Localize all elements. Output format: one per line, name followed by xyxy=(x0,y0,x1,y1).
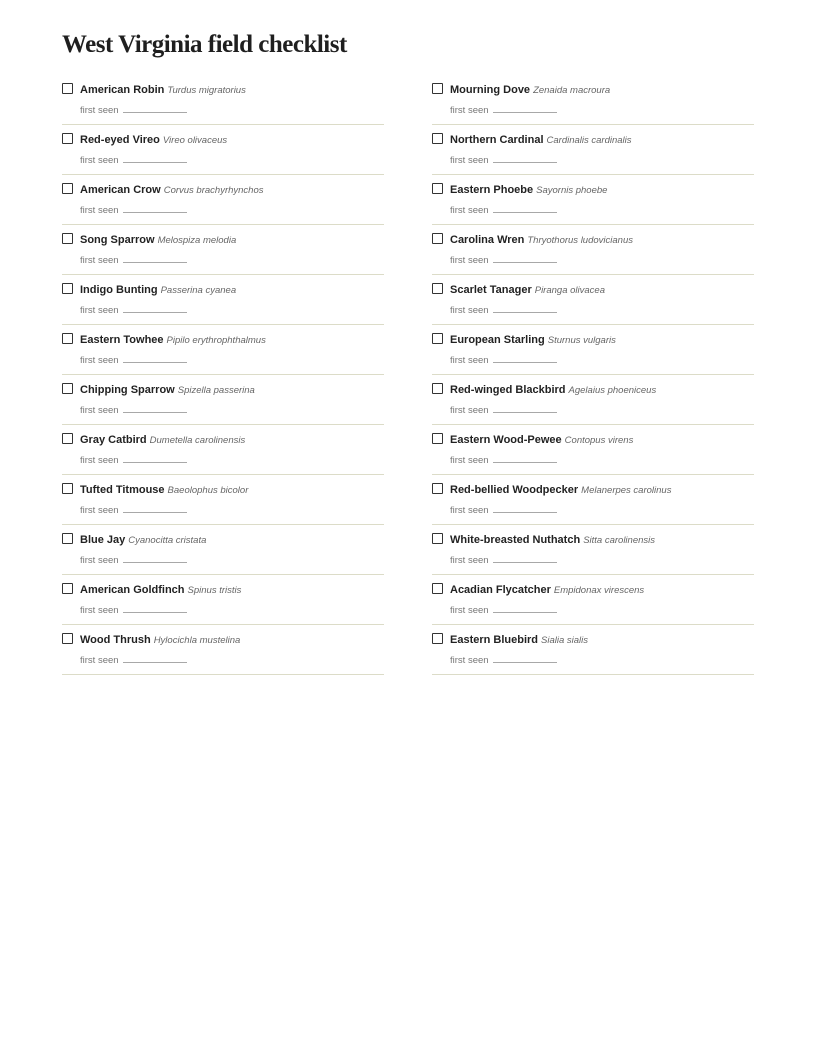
first-seen-label: first seen xyxy=(450,605,489,616)
first-seen-label: first seen xyxy=(450,205,489,216)
checklist-entry xyxy=(432,525,754,575)
checklist-entry xyxy=(62,225,384,275)
first-seen-line xyxy=(450,453,557,468)
species-name-line xyxy=(450,282,605,298)
species-name-line xyxy=(450,182,607,198)
species-name-line xyxy=(450,582,644,598)
scientific-name: Empidonax virescens xyxy=(553,585,645,596)
first-seen-blank[interactable] xyxy=(123,403,187,413)
checklist-column-right xyxy=(432,75,754,675)
scientific-name: Turdus migratorius xyxy=(167,85,246,96)
checkbox[interactable] xyxy=(432,283,443,294)
first-seen-line xyxy=(450,553,557,568)
common-name: Eastern Towhee xyxy=(80,334,164,346)
species-name-line xyxy=(80,182,264,198)
species-name-line xyxy=(80,632,240,648)
first-seen-blank[interactable] xyxy=(123,653,187,663)
species-name-line xyxy=(450,632,588,648)
common-name: Acadian Flycatcher xyxy=(450,584,551,596)
scientific-name: Pipilo erythrophthalmus xyxy=(166,335,266,346)
checkbox[interactable] xyxy=(432,383,443,394)
common-name: Northern Cardinal xyxy=(450,134,544,146)
species-name-line xyxy=(80,332,266,348)
checkbox[interactable] xyxy=(432,83,443,94)
species-name-line xyxy=(80,582,241,598)
species-name-line xyxy=(450,532,655,548)
common-name: Eastern Phoebe xyxy=(450,184,534,196)
checkbox[interactable] xyxy=(62,583,73,594)
checkbox[interactable] xyxy=(432,233,443,244)
common-name: Gray Catbird xyxy=(80,434,147,446)
first-seen-line xyxy=(80,403,187,418)
common-name: White-breasted Nuthatch xyxy=(450,534,581,546)
checklist-entry xyxy=(62,625,384,675)
common-name: American Robin xyxy=(80,84,165,96)
scientific-name: Melospiza melodia xyxy=(157,235,237,246)
scientific-name: Cyanocitta cristata xyxy=(128,535,207,546)
species-name-line xyxy=(80,382,255,398)
first-seen-line xyxy=(80,303,187,318)
first-seen-blank[interactable] xyxy=(493,603,557,613)
first-seen-blank[interactable] xyxy=(493,503,557,513)
common-name: Scarlet Tanager xyxy=(450,284,532,296)
scientific-name: Corvus brachyrhynchos xyxy=(163,185,264,196)
checklist-entry xyxy=(62,325,384,375)
species-name-line xyxy=(450,132,632,148)
first-seen-line xyxy=(80,153,187,168)
checkbox[interactable] xyxy=(432,183,443,194)
checkbox[interactable] xyxy=(62,533,73,544)
checklist-entry xyxy=(432,175,754,225)
first-seen-blank[interactable] xyxy=(123,453,187,463)
checkbox[interactable] xyxy=(432,583,443,594)
first-seen-label: first seen xyxy=(450,455,489,466)
first-seen-blank[interactable] xyxy=(493,203,557,213)
species-name-line xyxy=(80,532,206,548)
first-seen-label: first seen xyxy=(450,355,489,366)
checkbox[interactable] xyxy=(62,233,73,244)
first-seen-blank[interactable] xyxy=(123,303,187,313)
first-seen-label: first seen xyxy=(80,205,119,216)
checkbox[interactable] xyxy=(62,83,73,94)
checklist-entry xyxy=(62,575,384,625)
scientific-name: Hylocichla mustelina xyxy=(153,635,241,646)
first-seen-blank[interactable] xyxy=(493,103,557,113)
first-seen-line xyxy=(80,203,187,218)
checklist-entry xyxy=(432,575,754,625)
species-name-line xyxy=(450,232,633,248)
checkbox[interactable] xyxy=(432,433,443,444)
common-name: American Crow xyxy=(80,184,161,196)
first-seen-blank[interactable] xyxy=(123,553,187,563)
checkbox[interactable] xyxy=(432,633,443,644)
checklist-entry xyxy=(432,475,754,525)
first-seen-label: first seen xyxy=(450,555,489,566)
first-seen-blank[interactable] xyxy=(493,653,557,663)
common-name: Eastern Bluebird xyxy=(450,634,539,646)
checkbox[interactable] xyxy=(62,183,73,194)
page-title: West Virginia field checklist xyxy=(62,31,347,58)
checklist-entry xyxy=(432,425,754,475)
species-name-line xyxy=(80,132,227,148)
first-seen-label: first seen xyxy=(80,455,119,466)
first-seen-label: first seen xyxy=(450,155,489,166)
first-seen-label: first seen xyxy=(80,405,119,416)
checkbox[interactable] xyxy=(432,333,443,344)
first-seen-blank[interactable] xyxy=(493,453,557,463)
first-seen-line xyxy=(80,253,187,268)
common-name: Tufted Titmouse xyxy=(80,484,165,496)
first-seen-blank[interactable] xyxy=(493,553,557,563)
checkbox[interactable] xyxy=(432,483,443,494)
common-name: Wood Thrush xyxy=(80,634,151,646)
first-seen-label: first seen xyxy=(450,405,489,416)
checkbox[interactable] xyxy=(62,133,73,144)
species-name-line xyxy=(450,82,610,98)
first-seen-label: first seen xyxy=(80,105,119,116)
first-seen-line xyxy=(80,453,187,468)
common-name: American Goldfinch xyxy=(80,584,185,596)
first-seen-line xyxy=(450,353,557,368)
first-seen-blank[interactable] xyxy=(123,603,187,613)
species-name-line xyxy=(450,432,633,448)
first-seen-line xyxy=(450,503,557,518)
checklist-entry xyxy=(62,125,384,175)
first-seen-blank[interactable] xyxy=(123,253,187,263)
first-seen-line xyxy=(80,603,187,618)
common-name: Song Sparrow xyxy=(80,234,155,246)
first-seen-blank[interactable] xyxy=(123,203,187,213)
species-name-line xyxy=(450,382,656,398)
first-seen-line xyxy=(450,203,557,218)
checklist-entry xyxy=(432,275,754,325)
common-name: Red-bellied Woodpecker xyxy=(450,484,579,496)
checklist-entry xyxy=(432,625,754,675)
first-seen-line xyxy=(450,253,557,268)
scientific-name: Spinus tristis xyxy=(187,585,242,596)
first-seen-blank[interactable] xyxy=(123,103,187,113)
species-name-line xyxy=(80,282,236,298)
common-name: Red-eyed Vireo xyxy=(80,134,160,146)
first-seen-blank[interactable] xyxy=(493,403,557,413)
checklist-column-left xyxy=(62,75,384,675)
checklist-entry xyxy=(432,375,754,425)
species-name-line xyxy=(80,82,246,98)
common-name: Blue Jay xyxy=(80,534,126,546)
scientific-name: Sitta carolinensis xyxy=(583,535,655,546)
first-seen-blank[interactable] xyxy=(123,353,187,363)
scientific-name: Agelaius phoeniceus xyxy=(568,385,657,396)
first-seen-label: first seen xyxy=(80,655,119,666)
checkbox[interactable] xyxy=(432,533,443,544)
scientific-name: Dumetella carolinensis xyxy=(149,435,246,446)
scientific-name: Sialia sialis xyxy=(541,635,589,646)
first-seen-line xyxy=(80,353,187,368)
first-seen-label: first seen xyxy=(80,605,119,616)
common-name: Mourning Dove xyxy=(450,84,531,96)
checkbox[interactable] xyxy=(62,333,73,344)
first-seen-line xyxy=(80,103,187,118)
scientific-name: Passerina cyanea xyxy=(160,285,237,296)
first-seen-label: first seen xyxy=(450,505,489,516)
first-seen-line xyxy=(80,553,187,568)
checklist-entry xyxy=(432,225,754,275)
checklist-entry xyxy=(62,375,384,425)
common-name: European Starling xyxy=(450,334,545,346)
checkbox[interactable] xyxy=(62,433,73,444)
scientific-name: Sturnus vulgaris xyxy=(547,335,616,346)
common-name: Indigo Bunting xyxy=(80,284,158,296)
first-seen-blank[interactable] xyxy=(493,253,557,263)
first-seen-blank[interactable] xyxy=(123,503,187,513)
first-seen-line xyxy=(450,303,557,318)
checkbox[interactable] xyxy=(62,483,73,494)
first-seen-line xyxy=(80,653,187,668)
scientific-name: Cardinalis cardinalis xyxy=(546,135,632,146)
checklist-entry xyxy=(432,75,754,125)
first-seen-line xyxy=(450,403,557,418)
scientific-name: Thryothorus ludovicianus xyxy=(527,235,633,246)
first-seen-label: first seen xyxy=(80,505,119,516)
first-seen-label: first seen xyxy=(80,255,119,266)
checklist-entry xyxy=(62,475,384,525)
species-name-line xyxy=(450,482,671,498)
first-seen-label: first seen xyxy=(80,155,119,166)
first-seen-line xyxy=(450,103,557,118)
first-seen-line xyxy=(450,153,557,168)
first-seen-label: first seen xyxy=(450,655,489,666)
first-seen-label: first seen xyxy=(80,555,119,566)
species-name-line xyxy=(450,332,616,348)
checklist-entry xyxy=(62,425,384,475)
species-name-line xyxy=(80,482,248,498)
first-seen-blank[interactable] xyxy=(123,153,187,163)
first-seen-label: first seen xyxy=(450,255,489,266)
first-seen-blank[interactable] xyxy=(493,303,557,313)
checkbox[interactable] xyxy=(62,633,73,644)
scientific-name: Piranga olivacea xyxy=(534,285,605,296)
first-seen-label: first seen xyxy=(450,105,489,116)
checklist-entry xyxy=(432,125,754,175)
species-name-line xyxy=(80,432,245,448)
checkbox[interactable] xyxy=(62,283,73,294)
first-seen-line xyxy=(80,503,187,518)
checklist-entry xyxy=(62,175,384,225)
checklist-entry xyxy=(62,275,384,325)
checklist-entry xyxy=(432,325,754,375)
scientific-name: Sayornis phoebe xyxy=(536,185,608,196)
first-seen-line xyxy=(450,603,557,618)
checkbox[interactable] xyxy=(62,383,73,394)
checklist-entry xyxy=(62,75,384,125)
scientific-name: Zenaida macroura xyxy=(533,85,611,96)
scientific-name: Baeolophus bicolor xyxy=(167,485,249,496)
scientific-name: Spizella passerina xyxy=(177,385,255,396)
scientific-name: Melanerpes carolinus xyxy=(581,485,672,496)
scientific-name: Contopus virens xyxy=(564,435,634,446)
common-name: Chipping Sparrow xyxy=(80,384,175,396)
first-seen-label: first seen xyxy=(450,305,489,316)
first-seen-label: first seen xyxy=(80,305,119,316)
first-seen-blank[interactable] xyxy=(493,153,557,163)
checklist-entry xyxy=(62,525,384,575)
common-name: Carolina Wren xyxy=(450,234,525,246)
common-name: Red-winged Blackbird xyxy=(450,384,566,396)
scientific-name: Vireo olivaceus xyxy=(162,135,228,146)
common-name: Eastern Wood-Pewee xyxy=(450,434,562,446)
first-seen-line xyxy=(450,653,557,668)
checkbox[interactable] xyxy=(432,133,443,144)
species-name-line xyxy=(80,232,236,248)
first-seen-blank[interactable] xyxy=(493,353,557,363)
first-seen-label: first seen xyxy=(80,355,119,366)
